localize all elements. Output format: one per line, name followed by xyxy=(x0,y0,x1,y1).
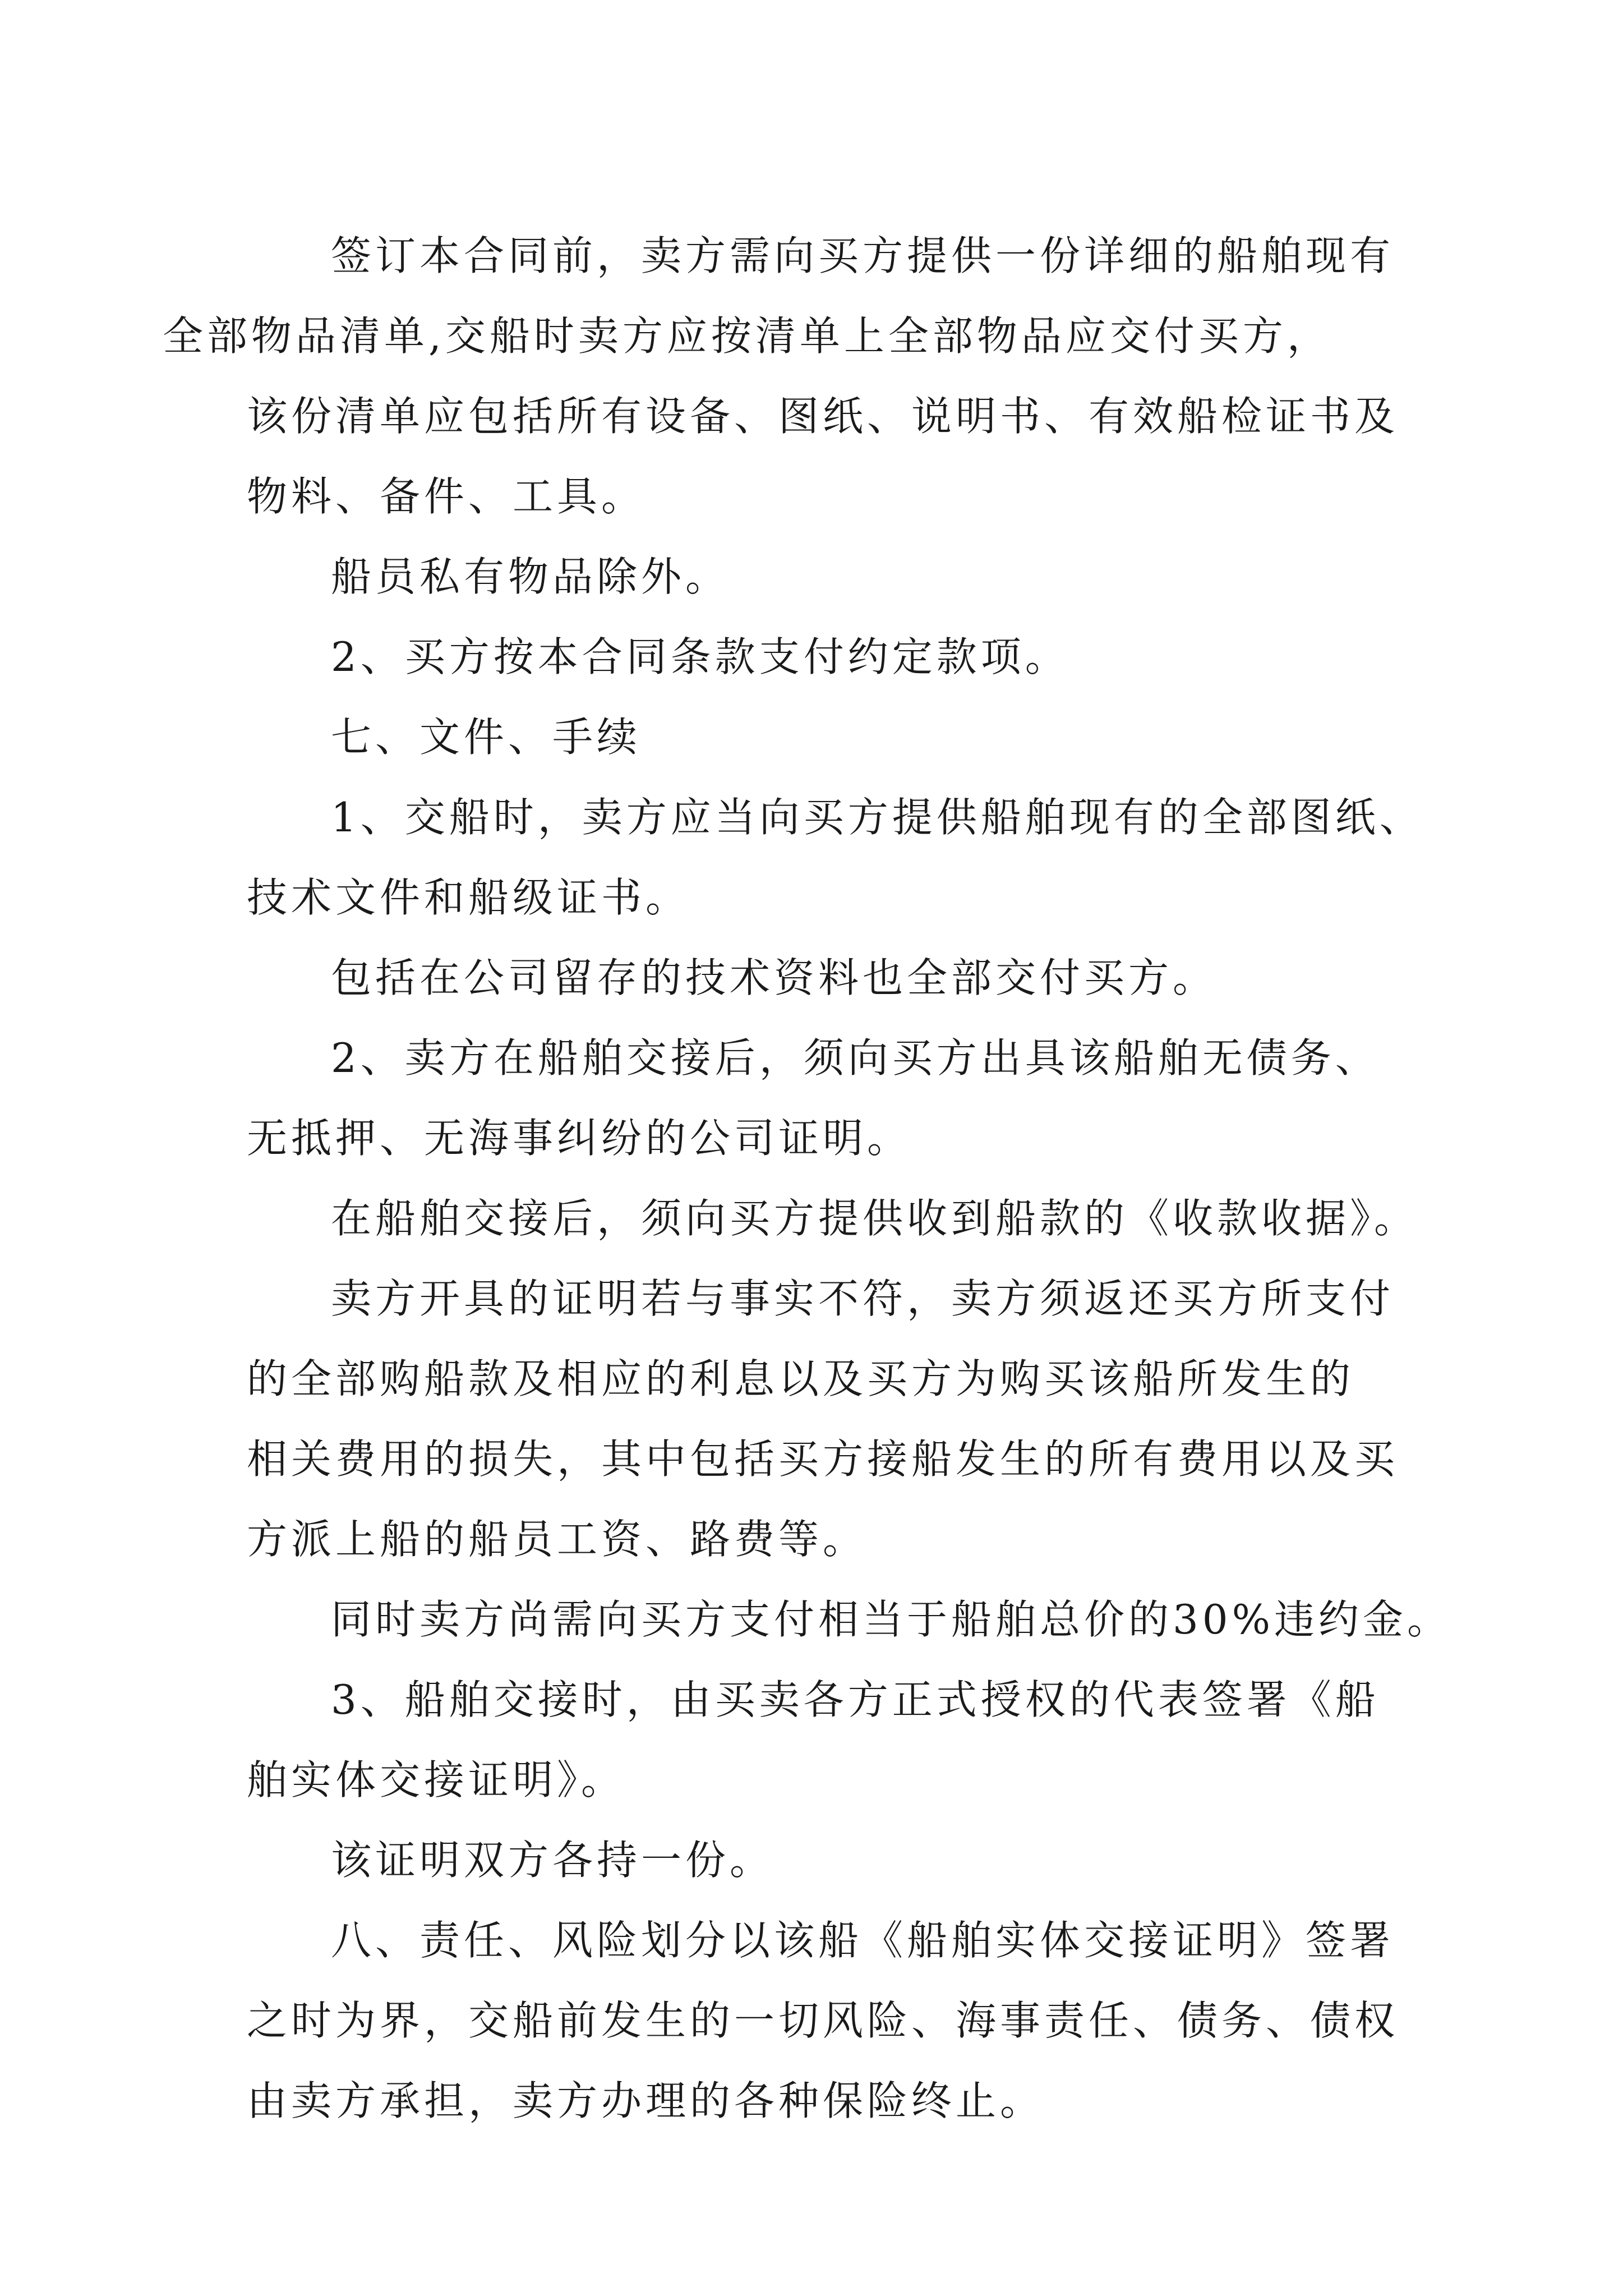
text-line: 相关费用的损失，其中包括买方接船发生的所有费用以及买 xyxy=(247,1435,1399,1483)
text-line: 由卖方承担，卖方办理的各种保险终止。 xyxy=(247,2077,1045,2124)
text-line: 八、责任、风险划分以该船《船舶实体交接证明》签署 xyxy=(331,1917,1395,1964)
text-line: 之时为界，交船前发生的一切风险、海事责任、债务、债权 xyxy=(247,1997,1399,2044)
text-line: 2、卖方在船舶交接后，须向买方出具该船舶无债务、 xyxy=(331,1034,1380,1082)
text-line: 舶实体交接证明》。 xyxy=(247,1756,626,1803)
paragraph-8 xyxy=(247,1179,1430,1259)
paragraph-7 xyxy=(247,1018,1430,1179)
text-line: 该证明双方各持一份。 xyxy=(331,1837,774,1884)
text-line: 无抵押、无海事纠纷的公司证明。 xyxy=(247,1115,912,1162)
text-line: 卖方开具的证明若与事实不符，卖方须返还买方所支付 xyxy=(331,1275,1395,1322)
paragraph-2 xyxy=(247,537,1430,617)
text-line: 的全部购船款及相应的利息以及买方为购买该船所发生的 xyxy=(247,1355,1355,1402)
section-heading-7 xyxy=(247,697,1430,777)
paragraph-12 xyxy=(247,1820,1430,1901)
document-body xyxy=(163,216,1452,2141)
text-line: 1、交船时，卖方应当向买方提供船舶现有的全部图纸、 xyxy=(331,794,1424,841)
text-line: 3、船舶交接时，由买卖各方正式授权的代表签署《船 xyxy=(331,1676,1380,1723)
paragraph-11 xyxy=(247,1660,1430,1820)
text-line: 船员私有物品除外。 xyxy=(331,553,730,600)
paragraph-6 xyxy=(247,938,1430,1018)
paragraph-1 xyxy=(163,216,1430,537)
text-line: 技术文件和船级证书。 xyxy=(247,874,690,921)
paragraph-10 xyxy=(247,1580,1452,1660)
text-line: 在船舶交接后，须向买方提供收到船款的《收款收据》。 xyxy=(331,1195,1419,1242)
paragraph-9 xyxy=(247,1259,1430,1580)
text-line: 包括在公司留存的技术资料也全部交付买方。 xyxy=(331,954,1218,1001)
text-line: 七、文件、手续 xyxy=(331,714,642,761)
paragraph-3 xyxy=(247,617,1430,697)
section-heading-8 xyxy=(247,1901,1430,2141)
text-line: 方派上船的船员工资、路费等。 xyxy=(247,1516,868,1563)
text-line: 2、买方按本合同条款支付约定款项。 xyxy=(331,633,1069,680)
text-line: 物料、备件、工具。 xyxy=(247,473,646,520)
text-line: 签订本合同前，卖方需向买方提供一份详细的船舶现有 xyxy=(331,232,1395,279)
text-line: 同时卖方尚需向买方支付相当于船舶总价的30%违约金。 xyxy=(331,1596,1452,1643)
text-line: 该份清单应包括所有设备、图纸、说明书、有效船检证书及 xyxy=(247,393,1399,440)
text-line: 全部物品清单,交船时卖方应按清单上全部物品应交付买方， xyxy=(163,312,1331,360)
paragraph-5 xyxy=(247,777,1430,938)
